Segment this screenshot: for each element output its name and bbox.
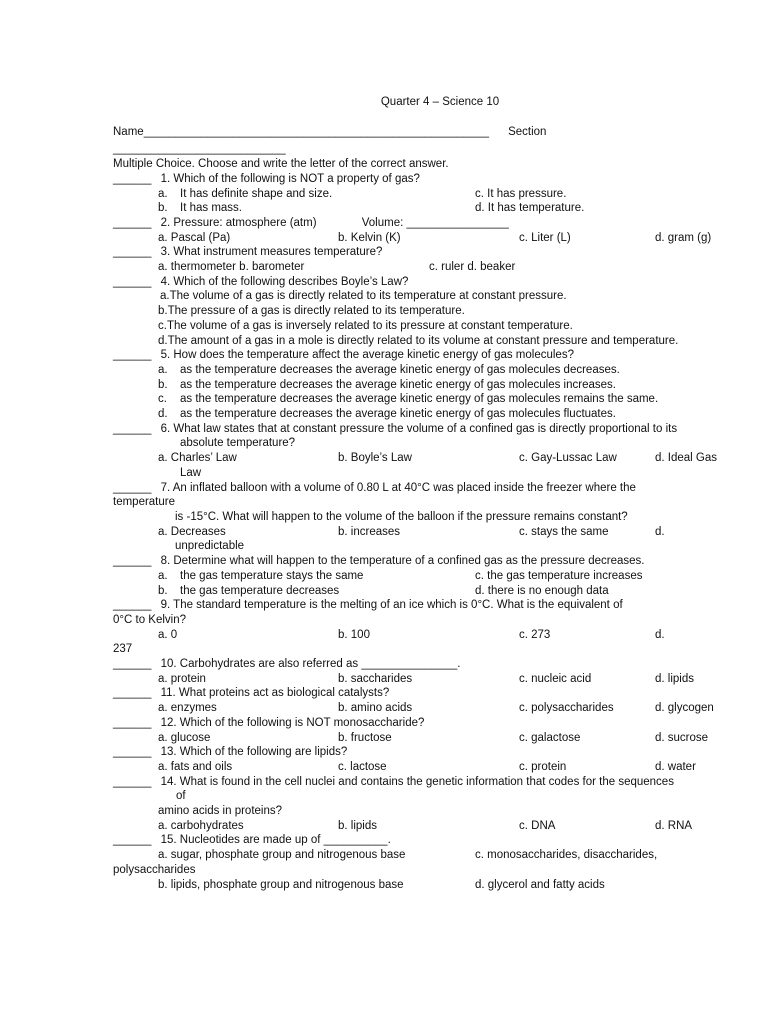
options-row [113,628,741,643]
question-14 [113,775,741,790]
options-row [113,260,741,275]
option-c: c. Gay-Lussac Law [519,452,617,465]
option-b: b. 100 [338,628,370,641]
question-number: 7. [160,481,171,494]
options-row [113,231,741,246]
options-row [113,525,741,540]
question-text: Which of the following is NOT a property of gas? [173,172,420,185]
question-text: Which of the following describes Boyle’s Law? [173,275,409,288]
worksheet [113,95,741,892]
question-text: What is found in the cell nuclei and contains the genetic information that codes for the sequences [179,775,674,788]
option-b: b. Kelvin (K) [338,231,401,244]
question-text: What proteins act as biological catalysts? [178,687,390,700]
question-9 [113,598,741,613]
answer-blank-12[interactable]: ______ [113,716,152,729]
answer-blank-8[interactable]: ______ [113,555,152,568]
question-15 [113,833,741,848]
question-8 [113,554,741,569]
option-d: d. lipids [655,672,694,685]
option-d: d. Ideal Gas [655,452,718,465]
option-b: b. lipids, phosphate group and nitrogenous base [158,878,404,891]
option-d: d. It has temperature. [475,202,585,215]
option-c: c. stays the same [519,525,609,538]
option-wrap: polysaccharides [113,863,196,876]
answer-blank-7[interactable]: ______ [113,481,152,494]
question-11 [113,686,741,701]
question-text: Pressure: atmosphere (atm) [173,216,317,229]
option-c: c. 273 [519,628,551,641]
option-d: d. water [655,760,696,773]
options-c-d: c. ruler d. beaker [429,261,516,274]
option-d: d. as the temperature decreases the average kinetic energy of gas molecules fluctuates. [158,408,616,421]
options-row [113,187,741,202]
option-c: c. monosaccharides, disaccharides, [475,849,658,862]
option-a: a. protein [158,672,206,685]
question-13 [113,745,741,760]
question-1 [113,172,741,187]
option-a: a. fats and oils [158,760,233,773]
question-number: 6. [160,422,171,435]
answer-blank-5[interactable]: ______ [113,349,152,362]
question-text-continued: temperature [113,496,176,509]
question-text: Determine what will happen to the temperature of a confined gas as the pressure decreases. [173,555,645,568]
section-label: Section [508,125,547,138]
option-a: a. It has definite shape and size. [158,187,333,200]
question-text-continued: is -15°C. What will happen to the volume of the balloon if the pressure remains constant? [175,510,628,523]
options-row [113,584,741,599]
option-b: b.The pressure of a gas is directly related to its temperature. [158,305,465,318]
answer-blank-6[interactable]: ______ [113,422,152,435]
question-4 [113,275,741,290]
option-c: c. DNA [519,819,556,832]
option-c: c. protein [519,760,567,773]
option-c: c. It has pressure. [475,187,567,200]
question-12 [113,716,741,731]
options-row [113,819,741,834]
question-number: 15. [160,834,177,847]
question-number: 11. [160,687,176,700]
question-number: 1. [160,172,171,185]
question-text-continued: of [176,790,186,803]
option-wrap: 237 [113,643,133,656]
name-section-line [113,125,741,140]
instructions: Multiple Choice. Choose and write the letter of the correct answer. [113,158,449,171]
options-row [113,878,741,893]
option-b: b. the gas temperature decreases [158,584,340,597]
answer-blank-9[interactable]: ______ [113,599,152,612]
question-text: Which of the following are lipids? [179,746,348,759]
option-c: c. polysaccharides [519,702,614,715]
name-label: Name [113,125,144,138]
option-b: b. It has mass. [158,202,242,215]
option-c: c. as the temperature decreases the average kinetic energy of gas molecules remains the same. [158,393,659,406]
question-text-continued: amino acids in proteins? [158,805,283,818]
question-text: An inflated balloon with a volume of 0.80 L at 40°C was placed inside the freezer where the [172,481,636,494]
option-b: b. lipids [338,819,377,832]
question-text: The standard temperature is the melting of an ice which is 0°C. What is the equivalent of [173,599,623,612]
question-text-volume: Volume: ________________ [361,216,509,229]
answer-blank-13[interactable]: ______ [113,746,152,759]
option-d: d. gram (g) [655,231,712,244]
question-number: 12. [160,716,177,729]
question-text-continued: 0°C to Kelvin? [113,613,186,626]
option-a: a. the gas temperature stays the same [158,569,364,582]
options-row [113,848,741,863]
question-5 [113,348,741,363]
option-a: a. enzymes [158,702,217,715]
options-a-b: a. thermometer b. barometer [158,261,305,274]
question-number: 8. [160,555,171,568]
option-a: a.The volume of a gas is directly related to its temperature at constant pressure. [160,290,567,303]
option-a: a. Pascal (Pa) [158,231,231,244]
question-number: 4. [160,275,171,288]
option-b: b. as the temperature decreases the average kinetic energy of gas molecules increases. [158,378,616,391]
option-d: d. RNA [655,819,693,832]
question-2 [113,216,741,231]
answer-blank-4[interactable]: ______ [113,275,152,288]
options-row [113,672,741,687]
options-row [113,760,741,775]
option-d: d. glycogen [655,702,714,715]
options-row [113,731,741,746]
answer-blank-11[interactable]: ______ [113,687,152,700]
question-text: What instrument measures temperature? [173,246,383,259]
option-b: b. increases [338,525,401,538]
option-a: a. sugar, phosphate group and nitrogenous base [158,849,406,862]
option-d: d. glycerol and fatty acids [475,878,605,891]
question-text: What law states that at constant pressure the volume of a confined gas is directly proportional to its [173,422,678,435]
option-c: c. nucleic acid [519,672,592,685]
option-d: d. sucrose [655,731,709,744]
name-field[interactable]: ______________________________________________________ [143,125,490,138]
option-b: b. fructose [338,731,392,744]
option-b: c. lactose [338,760,387,773]
option-d: d. [655,628,665,641]
question-number: 2. [160,216,171,229]
question-3 [113,245,741,260]
option-c: c.The volume of a gas is inversely related to its pressure at constant temperature. [158,319,573,332]
page-title: Quarter 4 – Science 10 [380,96,500,108]
spacer [113,110,741,125]
options-row [113,701,741,716]
option-b: b. saccharides [338,672,413,685]
question-text-continued: absolute temperature? [180,437,296,450]
option-c: c. galactose [519,731,581,744]
question-text: Carbohydrates are also referred as _______________. [179,658,461,671]
answer-blank-1[interactable]: ______ [113,172,152,185]
question-text: How does the temperature affect the average kinetic energy of gas molecules? [173,349,574,362]
answer-blank-14[interactable]: ______ [113,775,152,788]
option-a: a. 0 [158,628,178,641]
option-a: a. glucose [158,731,211,744]
options-row [113,201,741,216]
option-d: d.The amount of a gas in a mole is directly related to its volume at constant pressure and temperature. [158,334,679,347]
option-a: a. as the temperature decreases the average kinetic energy of gas molecules decreases. [158,363,620,376]
option-d: d. there is no enough data [475,584,609,597]
question-7 [113,481,741,496]
answer-blank-15[interactable]: ______ [113,834,152,847]
options-row [113,569,741,584]
option-b: b. Boyle’s Law [338,452,412,465]
question-text: Which of the following is NOT monosaccharide? [179,716,425,729]
question-number: 5. [160,349,171,362]
option-wrap: Law [180,466,202,479]
option-wrap: unpredictable [175,540,245,553]
option-d: d. [655,525,665,538]
option-b: b. amino acids [338,702,413,715]
question-10 [113,657,741,672]
answer-blank-2[interactable]: ______ [113,216,152,229]
options-row [113,451,741,466]
question-number: 13. [160,746,177,759]
section-field[interactable]: ___________________________ [113,143,286,156]
answer-blank-3[interactable]: ______ [113,246,152,259]
option-c: c. Liter (L) [519,231,571,244]
option-c: c. the gas temperature increases [475,569,643,582]
question-number: 9. [160,599,171,612]
question-number: 10. [160,658,177,671]
question-text: Nucleotides are made up of __________. [179,834,391,847]
option-a: a. Charles’ Law [158,452,237,465]
question-number: 3. [160,246,171,259]
option-a: a. carbohydrates [158,819,244,832]
question-number: 14. [160,775,177,788]
answer-blank-10[interactable]: ______ [113,658,152,671]
option-a: a. Decreases [158,525,226,538]
question-6 [113,422,741,437]
